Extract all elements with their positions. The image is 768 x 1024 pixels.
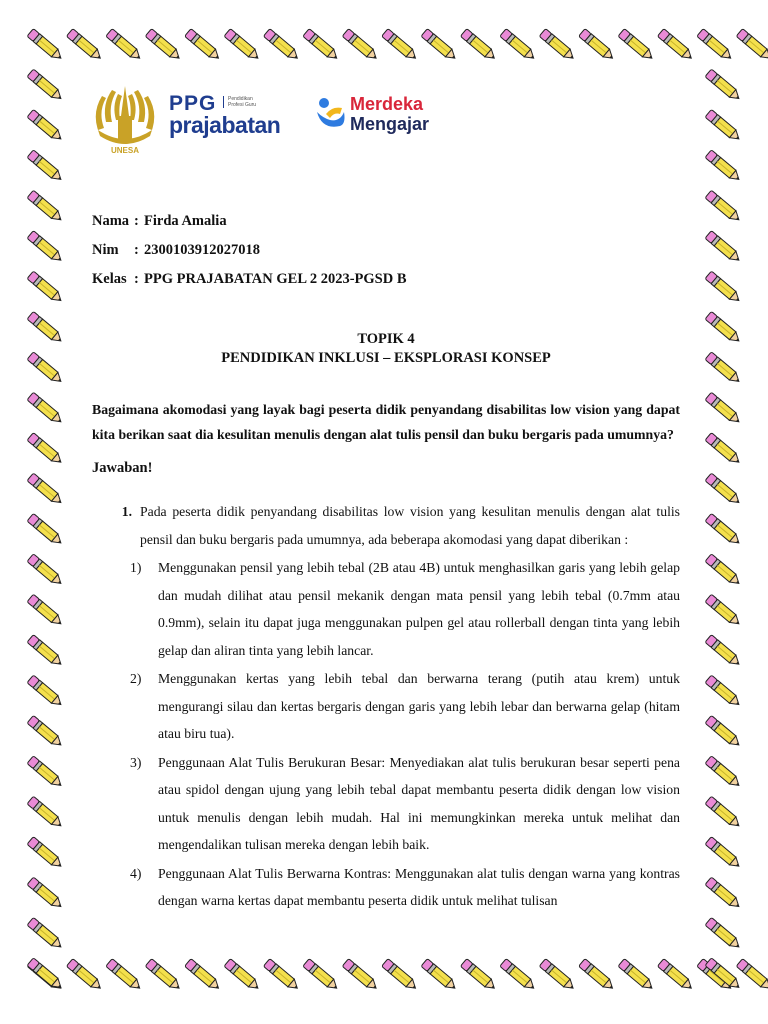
pencil-icon — [27, 473, 64, 506]
pencil-icon — [106, 959, 143, 992]
pencil-icon — [27, 756, 64, 789]
pencil-icon — [106, 29, 143, 62]
sub-answer-item — [92, 665, 680, 748]
pencil-icon — [697, 29, 734, 62]
pencil-icon — [27, 715, 64, 748]
pencil-icon — [705, 756, 742, 789]
pencil-icon — [705, 594, 742, 627]
pencil-icon — [705, 190, 742, 223]
pencil-icon — [27, 635, 64, 668]
answer-text: Pada peserta didik penyandang disabilitas low vision yang kesulitan menulis dengan alat tulis pensil dan buku bergaris pada umumnya, ada beberapa akomodasi yang dapat diberikan : — [140, 504, 680, 547]
pencil-icon — [382, 29, 419, 62]
sub-answer-number: 4) — [130, 865, 142, 881]
merdeka-logo-line2: Mengajar — [350, 114, 430, 134]
pencil-icon — [145, 959, 182, 992]
pencil-icon — [27, 837, 64, 870]
title-line1: TOPIK 4 — [357, 331, 415, 347]
answer-number: 1. — [121, 504, 132, 519]
sub-answer-text: Menggunakan kertas yang lebih tebal dan berwarna terang (putih atau krem) untuk mengurangi silau dan kertas bergaris dengan garis yang lebih lebar dan berwarna gelap (hitam atau biru tua). — [158, 671, 680, 741]
pencil-icon — [705, 675, 742, 708]
pencil-icon — [705, 311, 742, 344]
pencil-icon — [27, 958, 64, 991]
pencil-icon — [460, 29, 497, 62]
pencil-icon — [618, 959, 655, 992]
info-value: PPG PRAJABATAN GEL 2 2023-PGSD B — [144, 271, 407, 287]
info-value: Firda Amalia — [144, 213, 227, 229]
info-row-nama — [92, 207, 407, 236]
header-logos — [92, 82, 452, 162]
question-text: Bagaimana akomodasi yang layak bagi peserta didik penyandang disabilitas low vision yang dapat kita berikan saat dia kesulitan menulis dengan alat tulis pensil dan buku bergaris pada umumnya? — [92, 402, 680, 442]
ppg-logo-bottom: prajabatan — [169, 112, 281, 138]
pencil-icon — [27, 352, 64, 385]
pencil-icon — [657, 959, 694, 992]
sub-answer-text: Penggunaan Alat Tulis Berukuran Besar: Menyediakan alat tulis berukuran besar seperti pena atau spidol dengan ujung yang lebih tebal dapat membantu peserta didik dengan low vision untuk menulis dengan lebih mudah. Hal ini memungkinkan mereka untuk melihat dan mengendalikan tulisan mereka dengan lebih baik. — [158, 754, 680, 852]
answer-heading: Jawaban! — [92, 460, 153, 476]
document-title — [92, 330, 680, 368]
ppg-logo-side-text: Pendidikan Profesi Guru — [223, 96, 262, 108]
pencil-icon — [705, 231, 742, 264]
pencil-icon — [66, 959, 103, 992]
info-label: Nama — [92, 213, 130, 229]
sub-answer-number: 3) — [130, 754, 142, 770]
pencil-icon — [185, 959, 222, 992]
pencil-icon — [27, 271, 64, 304]
ppg-prajabatan-logo — [169, 92, 299, 148]
pencil-icon — [185, 29, 222, 62]
pencil-icon — [27, 675, 64, 708]
pencil-icon — [27, 513, 64, 546]
pencil-icon — [539, 959, 576, 992]
merdeka-logo-line1: Merdeka — [350, 94, 424, 114]
pencil-icon — [263, 959, 300, 992]
pencil-icon — [303, 959, 340, 992]
pencil-icon — [27, 69, 64, 102]
pencil-icon — [382, 959, 419, 992]
pencil-icon — [705, 554, 742, 587]
pencil-icon — [145, 29, 182, 62]
title-line2: PENDIDIKAN INKLUSI – EKSPLORASI KONSEP — [221, 350, 551, 366]
sub-answer-item — [92, 554, 680, 664]
pencil-icon — [705, 392, 742, 425]
info-row-nim — [92, 236, 407, 265]
pencil-icon — [705, 917, 742, 950]
pencil-icon — [263, 29, 300, 62]
answer-item — [92, 498, 680, 553]
sub-answer-number: 1) — [130, 560, 142, 575]
pencil-icon — [27, 150, 64, 183]
answer-list — [92, 498, 680, 915]
pencil-icon — [705, 715, 742, 748]
student-info — [92, 207, 407, 294]
ppg-logo-top: PPG — [169, 92, 217, 115]
pencil-icon — [705, 352, 742, 385]
sub-answer-text: Menggunakan pensil yang lebih tebal (2B atau 4B) untuk menghasilkan garis yang lebih gelap dan mudah dilihat atau pensil mekanik dengan mata pensil yang lebih tebal (0.7mm atau 0.9mm), selain itu dapat juga menggunakan pulpen gel atau rollerball dengan tinta yang lebih gelap dan aliran tinta yang lebih lancar. — [158, 560, 680, 658]
pencil-icon — [705, 513, 742, 546]
sub-answer-list — [92, 554, 680, 915]
sub-answer-text: Penggunaan Alat Tulis Berwarna Kontras: Menggunakan alat tulis dengan warna yang kontras dengan warna kertas dapat membantu peserta didik untuk melihat tulisan — [158, 865, 680, 908]
pencil-icon — [66, 29, 103, 62]
pencil-icon — [705, 837, 742, 870]
pencil-icon — [27, 231, 64, 264]
pencil-icon — [618, 29, 655, 62]
pencil-icon — [500, 959, 537, 992]
sub-answer-item — [92, 860, 680, 915]
pencil-icon — [27, 190, 64, 223]
unesa-logo-icon — [92, 82, 158, 158]
info-separator: : — [134, 213, 139, 229]
pencil-icon — [27, 109, 64, 142]
pencil-icon — [705, 433, 742, 466]
pencil-icon — [705, 69, 742, 102]
sub-answer-item — [92, 749, 680, 859]
pencil-icon — [421, 959, 458, 992]
pencil-icon — [342, 29, 379, 62]
sub-answer-number: 2) — [130, 671, 142, 686]
pencil-icon — [27, 433, 64, 466]
pencil-icon — [736, 29, 768, 62]
pencil-icon — [705, 150, 742, 183]
pencil-icon — [579, 959, 616, 992]
pencil-icon — [224, 959, 261, 992]
info-value: 2300103912027018 — [144, 242, 260, 258]
pencil-icon — [579, 29, 616, 62]
pencil-icon — [705, 635, 742, 668]
info-label: Nim — [92, 242, 119, 258]
pencil-icon — [27, 29, 64, 62]
pencil-icon — [27, 311, 64, 344]
info-label: Kelas — [92, 271, 127, 287]
info-separator: : — [134, 242, 139, 258]
pencil-icon — [27, 796, 64, 829]
pencil-icon — [27, 917, 64, 950]
pencil-icon — [705, 271, 742, 304]
pencil-icon — [705, 473, 742, 506]
pencil-icon — [705, 877, 742, 910]
unesa-label: UNESA — [110, 146, 140, 155]
pencil-icon — [736, 959, 768, 992]
pencil-icon — [27, 877, 64, 910]
pencil-icon — [421, 29, 458, 62]
pencil-icon — [705, 109, 742, 142]
pencil-icon — [224, 29, 261, 62]
pencil-icon — [460, 959, 497, 992]
pencil-icon — [342, 959, 379, 992]
pencil-icon — [303, 29, 340, 62]
merdeka-mengajar-icon — [314, 96, 348, 136]
info-separator: : — [134, 271, 139, 287]
merdeka-mengajar-logo — [350, 94, 429, 134]
pencil-icon — [27, 554, 64, 587]
pencil-icon — [657, 29, 694, 62]
pencil-icon — [539, 29, 576, 62]
pencil-icon — [27, 392, 64, 425]
pencil-icon — [705, 796, 742, 829]
pencil-icon — [27, 594, 64, 627]
info-row-kelas — [92, 265, 407, 294]
pencil-icon — [500, 29, 537, 62]
